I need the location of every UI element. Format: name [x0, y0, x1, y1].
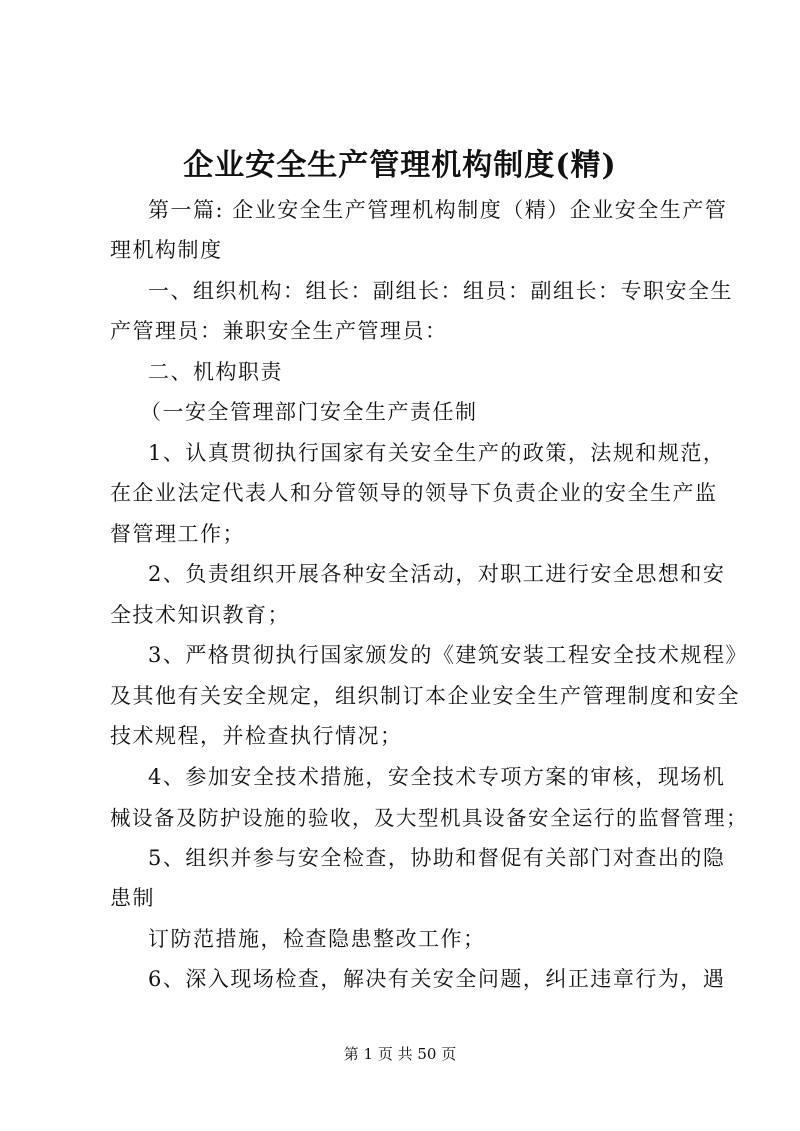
paragraph-line: 第一篇: 企业安全生产管理机构制度（精）企业安全生产管 — [148, 198, 728, 222]
paragraph-line: 二、机构职责 — [148, 360, 283, 384]
paragraph-line: 订防范措施，检查隐患整改工作； — [148, 927, 486, 951]
paragraph-line: 3、严格贯彻执行国家颁发的《建筑安装工程安全技术规程》 — [148, 643, 748, 667]
paragraph-line: 及其他有关安全规定，组织制订本企业安全生产管理制度和安全 — [110, 684, 740, 708]
paragraph-line: 2、负责组织开展各种安全活动，对职工进行安全思想和安 — [148, 562, 726, 586]
paragraph-line: 技术规程，并检查执行情况； — [110, 724, 403, 748]
paragraph-line: 一、组织机构：组长：副组长：组员：副组长：专职安全生 — [148, 279, 733, 303]
document-title: 企业安全生产管理机构制度(精) — [183, 148, 617, 183]
paragraph-line: （一安全管理部门安全生产责任制 — [140, 400, 478, 424]
paragraph-line: 全技术知识教育； — [110, 603, 290, 627]
paragraph-line: 督管理工作； — [110, 522, 245, 546]
paragraph-line: 械设备及防护设施的验收，及大型机具设备安全运行的监督管理； — [110, 806, 748, 830]
paragraph-line: 1、认真贯彻执行国家有关安全生产的政策，法规和规范， — [148, 441, 726, 465]
paragraph-line: 产管理员：兼职安全生产管理员： — [110, 319, 448, 343]
paragraph-line: 在企业法定代表人和分管领导的领导下负责企业的安全生产监 — [110, 481, 718, 505]
paragraph-line: 4、参加安全技术措施，安全技术专项方案的审核，现场机 — [148, 765, 726, 789]
paragraph-line: 5、组织并参与安全检查，协助和督促有关部门对查出的隐 — [148, 846, 726, 870]
paragraph-line: 6、深入现场检查，解决有关安全问题，纠正违章行为，遇 — [148, 967, 726, 991]
paragraph-line: 患制 — [110, 886, 155, 910]
page-number-footer: 第 1 页 共 50 页 — [343, 1045, 457, 1063]
paragraph-line: 理机构制度 — [110, 238, 223, 262]
